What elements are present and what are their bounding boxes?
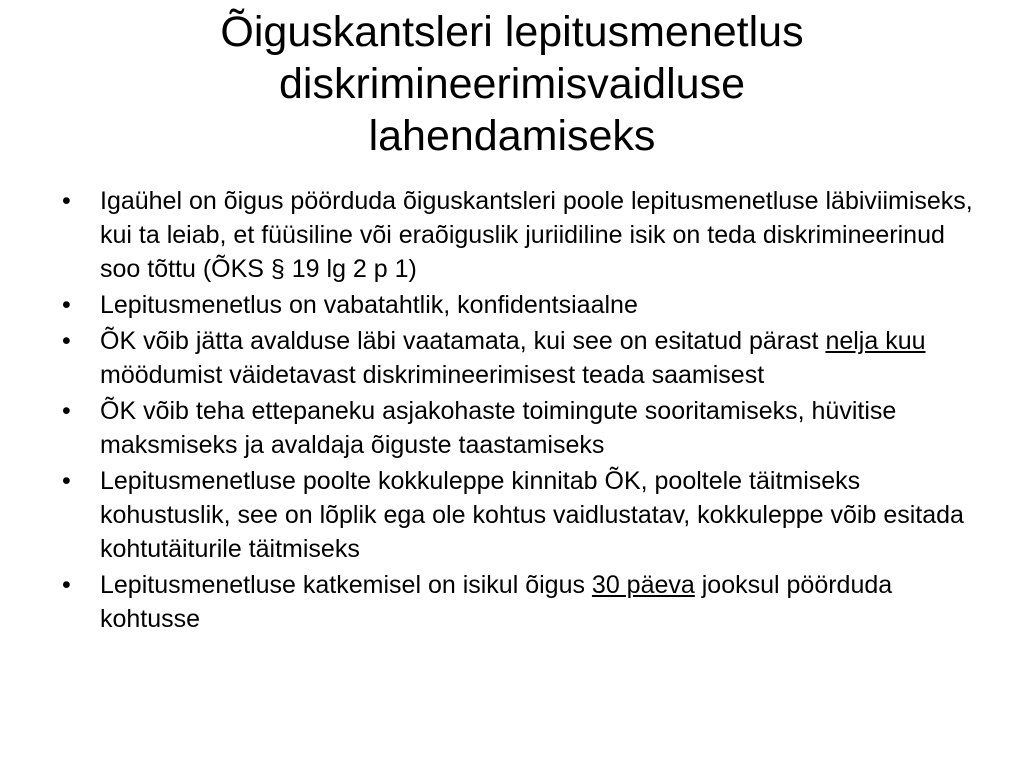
bullet-icon: • — [62, 187, 71, 215]
bullet-item-4 — [56, 394, 976, 462]
bullet-item-2 — [56, 288, 976, 322]
slide-title — [60, 6, 964, 162]
slide-title-line-3: lahendamiseks — [368, 112, 656, 160]
bullet-icon: • — [62, 327, 71, 355]
slide-title-line-2: diskrimineerimisvaidluse — [279, 60, 745, 108]
underlined-deadline-text: nelja kuu — [825, 327, 926, 355]
bullet-item-6 — [56, 568, 976, 636]
bullet-icon: • — [62, 397, 71, 425]
bullet-text-after: möödumist väidetavast diskrimineerimisest teada saamisest — [100, 361, 765, 389]
underlined-deadline-text: 30 päeva — [591, 571, 695, 599]
bullet-text-before: ÕK võib jätta avalduse läbi vaatamata, kui see on esitatud pärast — [100, 327, 826, 355]
bullet-text: Lepitusmenetlus on vabatahtlik, konfidentsiaalne — [100, 291, 638, 319]
bullet-item-3 — [56, 324, 976, 392]
bullet-text: ÕK võib teha ettepaneku asjakohaste toimingute sooritamiseks, hüvitise maksmiseks ja avaldaja õiguste taastamiseks — [100, 397, 897, 459]
bullet-list — [56, 184, 976, 638]
bullet-text-before: Lepitusmenetluse katkemisel on isikul õigus — [100, 571, 592, 599]
bullet-item-5 — [56, 464, 976, 566]
bullet-text: Igaühel on õigus pöörduda õiguskantsleri poole lepitusmenetluse läbiviimiseks, kui ta leiab, et füüsiline või eraõiguslik juriidiline isik on teda diskrimineerinud soo tõttu (ÕKS § 19 lg 2 p 1) — [100, 187, 973, 283]
bullet-icon: • — [62, 467, 71, 495]
bullet-icon: • — [62, 291, 71, 319]
bullet-icon: • — [62, 571, 71, 599]
bullet-text-after: jooksul pöörduda kohtusse — [100, 571, 893, 633]
slide-title-line-1: Õiguskantsleri lepitusmenetlus — [220, 8, 804, 56]
bullet-text: Lepitusmenetluse poolte kokkuleppe kinnitab ÕK, pooltele täitmiseks kohustuslik, see on lõplik ega ole kohtus vaidlustatav, kokkuleppe võib esitada kohtutäiturile täitmiseks — [100, 467, 964, 563]
bullet-item-1 — [56, 184, 976, 286]
